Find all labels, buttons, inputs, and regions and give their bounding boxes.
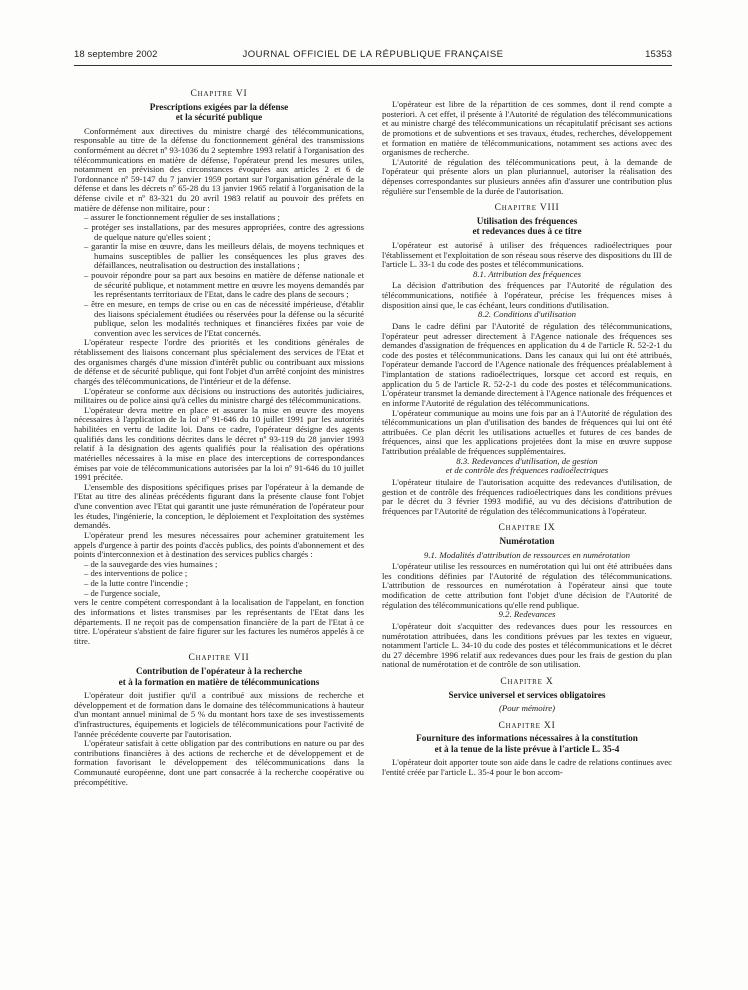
paragraph: L'opérateur satisfait à cette obligation par des contributions en nature ou par des contributions financières à des actions de recherche et de développement et de formation favorisant le développement des télécommunications dans la Communauté européenne, dont une part consacrée à la recherche coopérative ou précompétitive.: [74, 738, 364, 787]
header-date: 18 septembre 2002: [74, 49, 158, 60]
list-item: – des interventions de police ;: [84, 568, 188, 579]
chapter-10-note: (Pour mémoire): [498, 703, 556, 714]
chapter-10-label: Chapitre X: [500, 677, 554, 687]
list-item: – pouvoir répondre pour sa part aux besoins en matière de défense nationale et de sécurité publique, et notamment mettre en œuvre les moyens demandés par les représentants territoriaux de l'Etat, dans le cadre des plans de secours ;: [84, 270, 364, 300]
section-8-3-heading: 8.3. Redevances d'utilisation, de gestion et de contrôle des fréquences radioélectriques: [445, 455, 609, 476]
list-item: – de l'urgence sociale,: [84, 587, 161, 598]
section-8-2-heading: 8.2. Conditions d'utilisation: [477, 309, 577, 320]
list-item: – de la lutte contre l'incendie ;: [84, 578, 189, 588]
journal-title: JOURNAL OFFICIEL DE LA RÉPUBLIQUE FRANÇAISE: [242, 49, 504, 60]
chapter-7-label: Chapitre VII: [188, 653, 250, 664]
chapter-6-label: Chapitre VI: [190, 89, 248, 99]
paragraph: L'opérateur se conforme aux décisions ou instructions des autorités judiciaires, militaires ou de police ainsi qu'à celles du ministre chargé des télécommunications.: [74, 385, 364, 406]
paragraph: L'opérateur doit apporter toute son aide dans le cadre de relations continues avec l'entité créée par l'article L. 35-4 pour le bon accom-: [382, 757, 672, 777]
paragraph: vers le centre compétent correspondant à la localisation de l'appelant, en fonction des informations et listes transmises par les représentants de l'Etat dans les départements. Il ne reçoit pas de compensation financière de la part de l'Etat à ce titre. L'opérateur s'abstient de faire figurer sur les factures les numéros appelés à ce titre.: [74, 597, 364, 646]
list-item: – garantir la mise en œuvre, dans les meilleurs délais, de moyens techniques et humains susceptibles de pallier les conséquences les plus graves des défaillances, neutralisation ou destruction des installations ;: [84, 241, 364, 271]
paragraph: L'opérateur doit s'acquitter des redevances dues pour les ressources en numérotation attribuées, dans les conditions prévues par les textes en vigueur, notamment l'article L. 34-10 du code des postes et télécommunications et le décret du 27 décembre 1996 relatif aux redevances dues pour les frais de gestion du plan national de numérotation et de contrôle de son utilisation.: [382, 620, 672, 670]
paragraph: L'opérateur est autorisé à utiliser des fréquences radioélectriques pour l'établissement et l'exploitation de son réseau sous réserve des dispositions du III de l'article L. 33-1 du code des postes et télécommunications.: [382, 239, 672, 270]
chapter-8-label: Chapitre VIII: [494, 203, 560, 214]
list-item: – assurer le fonctionnement régulier de ses installations ;: [84, 212, 280, 223]
section-9-1-heading: 9.1. Modalités d'attribution de ressources en numérotation: [423, 549, 631, 560]
chapter-7-title: Contribution de l'opérateur à la recherche et à la formation en matière de télécommunications: [118, 666, 320, 687]
paragraph: L'Autorité de régulation des télécommunications peut, à la demande de l'opérateur qui présente alors un plan pluriannuel, autoriser la réalisation des dépenses correspondantes sur plusieurs années afin d'assurer une contribution plus régulière sur l'ensemble de la durée de l'autorisation.: [382, 156, 672, 196]
right-column: [382, 100, 672, 778]
paragraph: L'opérateur doit justifier qu'il a contribué aux missions de recherche et développement et de formation dans le domaine des télécommunications à hauteur d'un montant annuel minimal de 5 % du montant hors taxe de ses investissements d'infrastructures, équipements et logiciels de télécommunications pour l'activité de l'année précédente couverte par l'autorisation.: [74, 690, 364, 739]
list-item: – être en mesure, en temps de crise ou en cas de nécessité impérieuse, d'établir des liaisons spécialement étudiées ou réservées pour la défense ou la sécurité publique, selon les modalités techniques et financières fixées par voie de convention avec les services de l'Etat concernés.: [84, 298, 364, 338]
list-item: – protéger ses installations, par des mesures appropriées, contre des agressions de quelque nature qu'elles soient ;: [84, 221, 364, 242]
paragraph: L'opérateur titulaire de l'autorisation acquitte des redevances d'utilisation, de gestion et de contrôle des fréquences radioélectriques dans les conditions prévues par le décret du 3 février 1993 modifié, au vu des décisions d'attribution de fréquences par l'Autorité de régulation des télécommunications à l'opérateur.: [382, 476, 672, 516]
section-8-1-heading: 8.1. Attribution des fréquences: [472, 268, 582, 279]
chapter-9-title: Numérotation: [499, 536, 555, 546]
paragraph: Dans le cadre défini par l'Autorité de régulation des télécommunications, l'opérateur peut adresser directement à l'Agence nationale des fréquences ses demandes d'assignation de fréquences en application du 4 de l'article R. 52-2-1 du code des postes et télécommunications. Dans les canaux qui lui ont été attribués, l'opérateur demande l'accord de l'Agence nationale des fréquences préalablement à l'implantation de stations radioélectriques, lorsque cet accord est requis, en application du 5 de l'article R. 52-2-1 du code des postes et télécommunications. L'opérateur transmet la demande directement à l'Agence nationale des fréquences et en informe l'Autorité de régulation des télécommunications.: [382, 320, 672, 408]
chapter-11-title: Fourniture des informations nécessaires à la constitution et à la tenue de la liste prévue à l'article L. 35-4: [416, 733, 638, 754]
chapter-11-label: Chapitre XI: [498, 720, 556, 731]
left-column: [74, 82, 364, 787]
paragraph: L'ensemble des dispositions spécifiques prises par l'opérateur à la demande de l'Etat au titre des alinéas précédents figurant dans la présente clause font l'objet d'une convention avec l'Etat qui garantit une juste rémunération de l'opérateur pour les études, l'ingénierie, la conception, le déploiement et l'exploitation des systèmes demandés.: [74, 481, 364, 531]
paragraph: La décision d'attribution des fréquences par l'Autorité de régulation des télécommunications, notifiée à l'opérateur, précise les fréquences mises à disposition ainsi que, le cas échéant, leurs conditions d'utilisation.: [382, 280, 672, 310]
paragraph: L'opérateur communique au moins une fois par an à l'Autorité de régulation des télécommunications un plan d'utilisation des bandes de fréquences qui lui ont été attribuées. Ce plan décrit les utilisations actuelles et futures de ces bandes de fréquences, ainsi que les applications projetées dont la mise en œuvre suppose l'attribution préalable de fréquences supplémentaires.: [382, 407, 672, 456]
chapter-9-label: Chapitre IX: [498, 523, 556, 534]
chapter-6-title: Prescriptions exigées par la défense et la sécurité publique: [149, 101, 289, 123]
page-header: [74, 49, 672, 65]
section-9-2-heading: 9.2. Redevances: [498, 609, 556, 620]
paragraph: L'opérateur respecte l'ordre des priorités et les conditions générales de rétablissement des liaisons concernant plus spécialement des services de l'Etat et des organismes chargés d'une mission d'intérêt public ou contribuant aux missions de défense et de sécurité publique, qui font l'objet d'un arrêté conjoint des ministres chargés des télécommunications, de l'intérieur et de la défense.: [74, 337, 364, 386]
paragraph: L'opérateur prend les mesures nécessaires pour acheminer gratuitement les appels d'urgence à partir des points d'accès publics, des points d'abonnement et des points d'interconnexion et à destination des services publics chargés :: [74, 529, 364, 560]
paragraph: L'opérateur utilise les ressources en numérotation qui lui ont été attribuées dans les conditions définies par l'Autorité de régulation des télécommunications. L'attribution de ressources en numérotation à l'opérateur ainsi que toute modification de cette attribution font l'objet d'une décision de l'Autorité de régulation des télécommunications qu'elle rend publique.: [382, 561, 672, 610]
paragraph: L'opérateur devra mettre en place et assurer la mise en œuvre des moyens nécessaires à l'application de la loi nº 91-646 du 10 juillet 1991 par les autorités habilitées en vertu de ladite loi. Dans ce cadre, l'opérateur désigne des agents qualifiés dans les conditions décrites dans le décret nº 93-119 du 28 janvier 1993 relatif à la désignation des agents qualifiés pour la réalisation des opérations matérielles nécessaires à la mise en place des interceptions de correspondances émises par voie de télécommunications autorisées par la loi nº 91-646 du 10 juillet 1991 précitée.: [74, 404, 364, 483]
header-rule: [74, 65, 672, 66]
paragraph: Conformément aux directives du ministre chargé des télécommunications, responsable au titre de la défense du fonctionnement général des transmissions conformément au décret nº 93-1036 du 2 septembre 1993 relatif à l'organisation des télécommunications en matière de défense, l'opérateur prend les mesures utiles, notamment en prévision des circonstances évoquées aux articles 2 et 6 de l'ordonnance nº 59-147 du 7 janvier 1959 portant sur l'organisation générale de la défense et dans les décrets nº 65-28 du 13 janvier 1965 relatif à l'organisation de la défense civile et nº 83-321 du 20 avril 1983 relatif au pouvoir des préfets en matière de défense non militaire, pour :: [74, 125, 364, 213]
page-number: 15353: [645, 49, 672, 60]
paragraph: L'opérateur est libre de la répartition de ces sommes, dont il rend compte a posteriori. A cet effet, il présente à l'Autorité de régulation des télécommunications et au ministre chargé des télécommunications un récapitulatif précisant ses actions de promotions et de subventions et ses travaux, études, recherches, développement et formation en matière de télécommunications, notamment ses actions avec des organismes de recherche.: [382, 99, 672, 158]
chapter-8-title: Utilisation des fréquences et redevances dues à ce titre: [472, 215, 582, 237]
list-item: – de la sauvegarde des vies humaines ;: [84, 558, 218, 569]
chapter-10-title: Service universel et services obligatoires: [448, 689, 606, 700]
